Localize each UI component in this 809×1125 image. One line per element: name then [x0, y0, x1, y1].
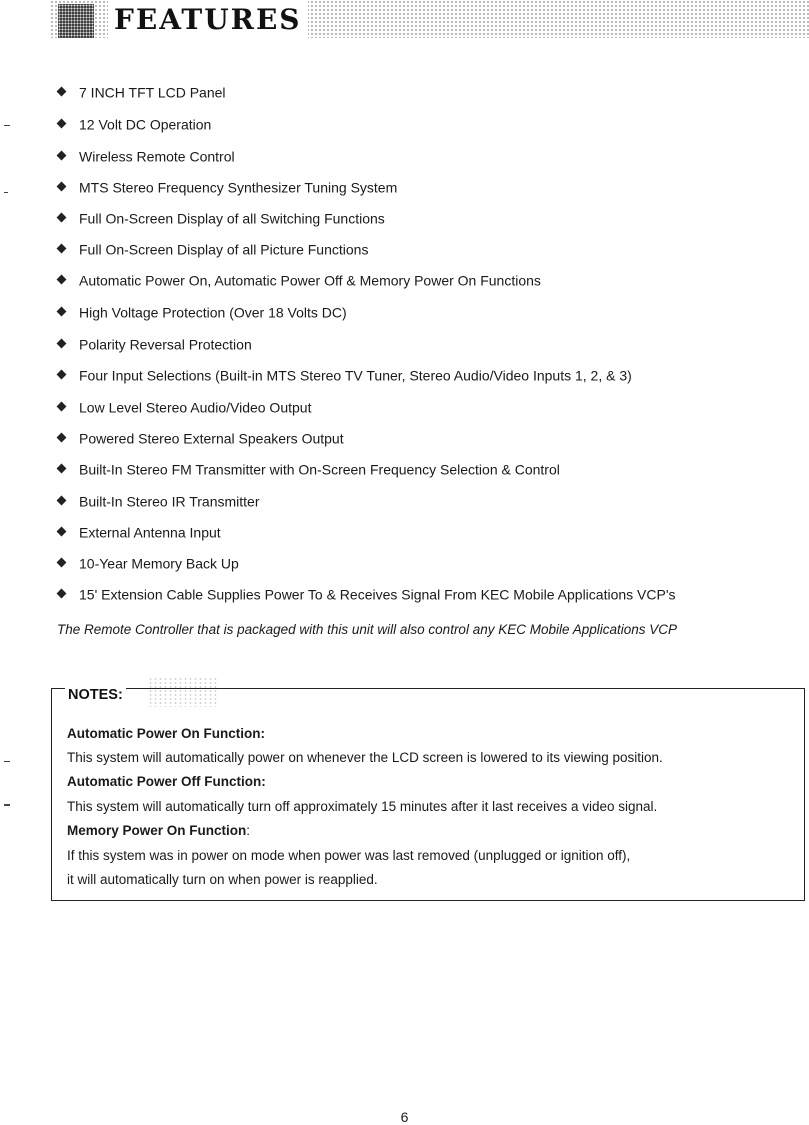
feature-item: MTS Stereo Frequency Synthesizer Tuning System [55, 174, 397, 198]
diamond-bullet-icon [57, 401, 67, 411]
feature-item: 7 INCH TFT LCD Panel [55, 79, 226, 103]
diamond-bullet-icon [57, 369, 67, 379]
feature-item: Wireless Remote Control [55, 143, 235, 167]
feature-item: Built-In Stereo IR Transmitter [55, 488, 260, 512]
diamond-bullet-icon [57, 338, 67, 348]
note-title-memory-power-on-colon: : [246, 823, 251, 838]
diamond-bullet-icon [57, 557, 67, 567]
margin-mark [4, 804, 10, 806]
feature-item: 12 Volt DC Operation [55, 111, 211, 135]
note-title-auto-power-on: Automatic Power On Function: [67, 726, 265, 741]
note-text-memory-power-on-2: it will automatically turn on when power is reapplied. [67, 872, 378, 887]
feature-item: Polarity Reversal Protection [55, 331, 252, 355]
feature-item: Powered Stereo External Speakers Output [55, 425, 344, 449]
diamond-bullet-icon [57, 181, 67, 191]
diamond-bullet-icon [57, 306, 67, 316]
feature-item: High Voltage Protection (Over 18 Volts DC) [55, 299, 347, 323]
scan-speckle [148, 677, 218, 707]
diamond-bullet-icon [57, 212, 67, 222]
margin-mark [4, 192, 8, 193]
feature-item: 10-Year Memory Back Up [55, 550, 239, 574]
margin-mark [4, 125, 10, 126]
feature-item: Full On-Screen Display of all Picture Functions [55, 236, 368, 260]
note-text-auto-power-off: This system will automatically turn off approximately 15 minutes after it last receives a video signal. [67, 799, 658, 814]
note-title-memory-power-on [67, 823, 250, 838]
remote-controller-note: The Remote Controller that is packaged with this unit will also control any KEC Mobile Applications VCP [57, 622, 678, 637]
diamond-bullet-icon [57, 243, 67, 253]
diamond-bullet-icon [57, 150, 67, 160]
feature-item: Low Level Stereo Audio/Video Output [55, 394, 311, 418]
note-title-memory-power-on-text: Memory Power On Function [67, 823, 247, 838]
diamond-bullet-icon [57, 463, 67, 473]
feature-item: Built-In Stereo FM Transmitter with On-Screen Frequency Selection & Control [55, 456, 560, 480]
diamond-bullet-icon [57, 274, 67, 284]
diamond-bullet-icon [57, 495, 67, 505]
diamond-bullet-icon [57, 432, 67, 442]
note-title-auto-power-off: Automatic Power Off Function: [67, 774, 266, 789]
feature-item: Automatic Power On, Automatic Power Off & Memory Power On Functions [55, 267, 541, 291]
feature-item: External Antenna Input [55, 519, 221, 543]
header-block-icon [58, 4, 94, 38]
feature-item: Full On-Screen Display of all Switching Functions [55, 205, 385, 229]
margin-mark [4, 761, 10, 762]
feature-item: 15' Extension Cable Supplies Power To & Receives Signal From KEC Mobile Applications VCP's [55, 581, 676, 605]
note-text-auto-power-on: This system will automatically power on whenever the LCD screen is lowered to its viewing position. [67, 750, 663, 765]
note-text-memory-power-on-1: If this system was in power on mode when power was last removed (unplugged or ignition off), [67, 848, 631, 863]
diamond-bullet-icon [57, 526, 67, 536]
diamond-bullet-icon [57, 118, 67, 128]
diamond-bullet-icon [57, 588, 67, 598]
diamond-bullet-icon [57, 86, 67, 96]
notes-box [51, 688, 805, 901]
feature-item: Four Input Selections (Built-in MTS Stereo TV Tuner, Stereo Audio/Video Inputs 1, 2, & 3) [55, 362, 632, 386]
page-number: 6 [400, 1109, 409, 1125]
notes-heading: NOTES: [65, 687, 126, 703]
page-title: FEATURES [108, 0, 308, 40]
